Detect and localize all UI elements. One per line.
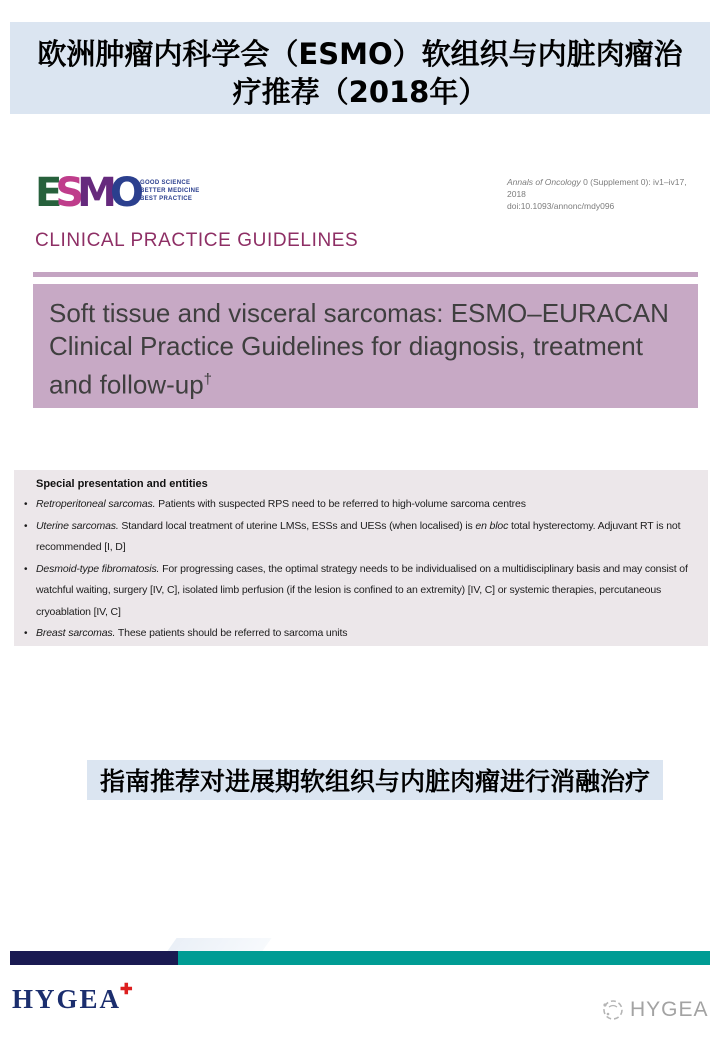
paper-title-line1: Soft tissue and visceral sarcomas: ESMO–EURACAN [49,298,669,328]
footer-bar-navy [10,951,178,965]
hygea-watermark [599,997,709,1023]
esmo-logo-letters [35,170,137,216]
hygea-logo-text: HYGEA [12,984,122,1014]
hygea-logo [12,980,133,1015]
excerpt-heading: Special presentation and entities [36,478,208,490]
excerpt-bullet: • Uterine sarcomas. Standard local treatment of uterine LMSs, ESSs and UESs (when localised) is en bloc total hysterectomy. Adjuvant RT is not recommended [I, D] [23,516,696,559]
slide-title-line1: 欧洲肿瘤内科学会（ESMO）软组织与内脏肉瘤治 [37,37,683,71]
hygea-watermark-text: HYGEA [630,998,709,1021]
esmo-letter: M [77,170,110,216]
esmo-letter: E [35,170,56,216]
bullet-marker: • [24,499,28,510]
bullet-marker: • [24,563,28,575]
esmo-tagline-line: GOOD SCIENCE [140,180,191,186]
esmo-letter: O [109,170,137,216]
excerpt-bullet: • Desmoid-type fibromatosis. For progressing cases, the optimal strategy needs to be individualised on a multidisciplinary basis and may consist of watchful waiting, surgery [IV, C], isolated limb perfusion (if the lesion is confined to an extremity) [IV, C] or systemic therapies, percutaneous cryoablation [IV, C] [23,559,696,624]
excerpt-bullet: • Breast sarcomas. These patients should be referred to sarcoma units [23,623,696,645]
journal-name: Annals of Oncology [507,177,581,187]
excerpt-bullet-list [23,494,696,645]
paper-title-line3: and follow-up† [49,369,212,400]
hygea-cross-icon: ✚ [120,981,133,998]
footer-bar-teal [178,951,710,965]
dagger-mark: † [203,371,212,388]
esmo-tagline-line: BEST PRACTICE [140,196,193,202]
esmo-tagline-line: BETTER MEDICINE [140,188,200,194]
paper-title-line2: Clinical Practice Guidelines for diagnosis, treatment [49,331,643,361]
journal-citation [507,176,707,212]
conclusion-text: 指南推荐对进展期软组织与内脏肉瘤进行消融治疗 [99,767,650,796]
section-heading: CLINICAL PRACTICE GUIDELINES [35,230,359,251]
citation-line [507,176,707,200]
esmo-tagline [140,179,200,203]
journal-doi: doi:10.1093/annonc/mdy096 [507,201,615,211]
conclusion-highlight [87,760,663,800]
bullet-marker: • [24,628,28,639]
excerpt-box [14,470,708,646]
bullet-marker: • [24,520,28,532]
slide-title-line2: 疗推荐（2018年） [232,75,488,109]
slide-title-banner [10,22,710,114]
excerpt-bullet: • Retroperitoneal sarcomas. Patients with suspected RPS need to be referred to high-volume sarcoma centres [23,494,696,516]
footer-decorative-wisp [167,938,271,951]
title-rule [33,272,698,277]
journal-citation-rest: 0 (Supplement 0): iv1–iv17, 2018 [507,177,687,199]
paper-title-box [33,284,698,408]
esmo-letter: S [55,170,78,216]
hygea-watermark-globe-icon [599,997,625,1023]
